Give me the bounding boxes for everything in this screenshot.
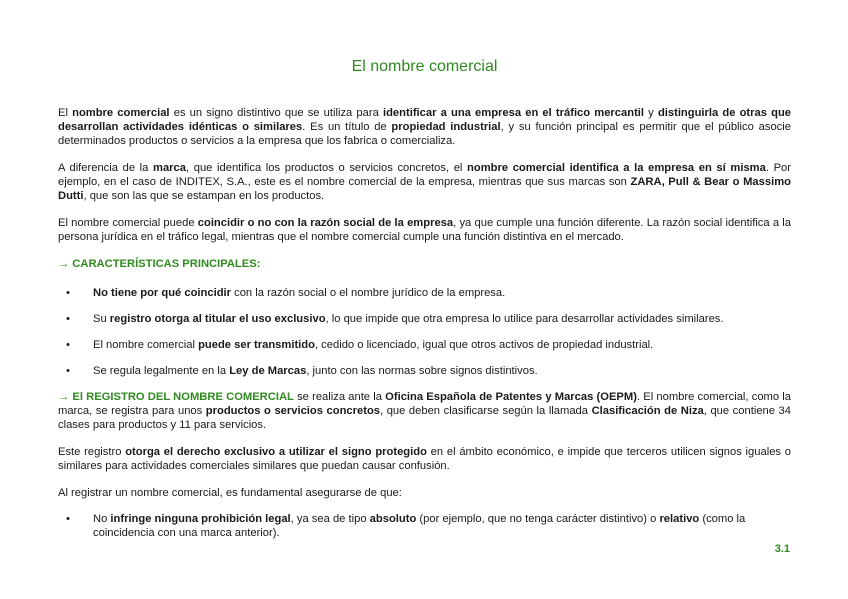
paragraph-difference-marca: A diferencia de la marca, que identifica los productos o servicios concretos, el nombre comercial identifica a la empresa en sí misma. Por ejemplo, en el caso de INDITEX, S.A., este es el nombre comercial de la empresa, mientras que sus marcas son ZARA, Pull & Bear o Massimo Dutti, que son las que se estampan en los productos. [58,162,791,203]
bullet-icon: • [66,365,70,377]
bullet-icon: • [66,313,70,325]
paragraph-razon-social: El nombre comercial puede coincidir o no con la razón social de la empresa, ya que cumple una función diferente. La razón social identifica a la persona jurídica en el tráfico legal, mientras que el nombre comercial cumple una función distintiva en el mercado. [58,217,791,244]
paragraph-registro: → El REGISTRO DEL NOMBRE COMERCIAL se realiza ante la Oficina Española de Patentes y Marcas (OEPM). El nombre comercial, como la marca, se registra para unos productos o servicios concretos, que deben clasificarse según la llamada Clasificación de Niza, que contiene 34 clases para productos y 11 para servicios. [58,391,792,432]
paragraph-registrar: Al registrar un nombre comercial, es fundamental asegurarse de que: [58,487,402,499]
paragraph-definition: El nombre comercial es un signo distintivo que se utiliza para identificar a una empresa en el tráfico mercantil y distinguirla de otras que desarrollan actividades idénticas o similares. Es un título de propiedad industrial, y su función principal es permitir que el público asocie determinados productos o servicios a la empresa que los fabrica o comercializa. [58,107,792,148]
section-heading-caracteristicas: → CARACTERÍSTICAS PRINCIPALES: [58,258,261,270]
page-number: 3.1 [774,543,790,555]
page-title: El nombre comercial [351,58,498,75]
bullet-icon: • [66,287,70,299]
bullet-icon: • [66,513,70,525]
bullet-icon: • [66,339,70,351]
paragraph-derecho-exclusivo: Este registro otorga el derecho exclusivo a utilizar el signo protegido en el ámbito económico, e impide que terceros utilicen signos iguales o similares para actividades comerciales similares que puedan causar confusión. [58,446,791,473]
